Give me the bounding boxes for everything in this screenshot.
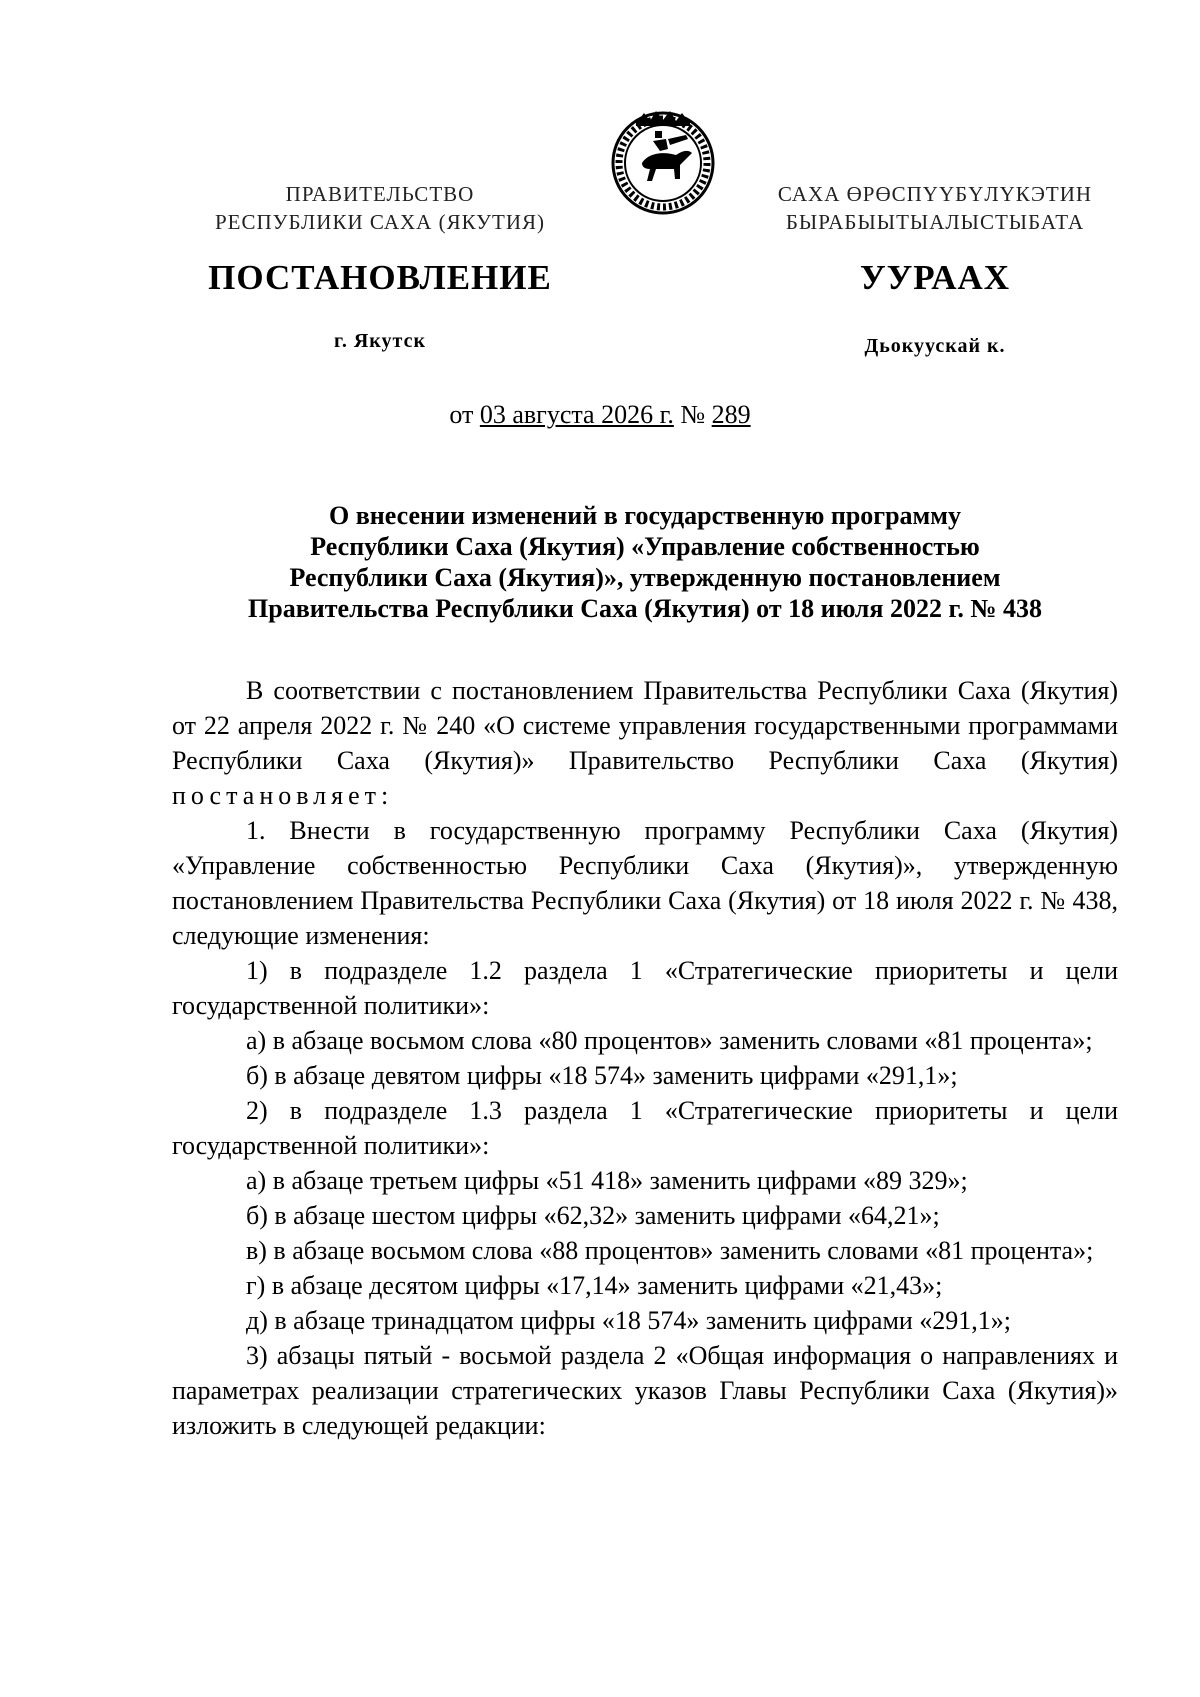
paragraph: а) в абзаце третьем цифры «51 418» заменить цифрами «89 329»; [246, 1166, 968, 1195]
paragraph: 1) в подразделе 1.2 раздела 1 «Стратегические приоритеты и цели государственной политики»: [172, 956, 1118, 1020]
dateline-prefix: от [449, 400, 474, 429]
paragraph: д) в абзаце тринадцатом цифры «18 574» заменить цифрами «291,1»; [246, 1306, 1012, 1335]
title-line: Республики Саха (Якутия)», утвержденную постановлением [289, 563, 1001, 592]
org-name-ru [180, 180, 580, 236]
dateline-number-sign: № [680, 400, 706, 429]
document-body [172, 673, 1118, 1443]
dateline [0, 400, 1200, 430]
document-title [170, 500, 1120, 624]
org-name-ru-line1: ПРАВИТЕЛЬСТВО [285, 182, 475, 206]
resolves-word: постановляет: [172, 781, 394, 810]
coat-of-arms-icon [608, 105, 718, 215]
city-ru: г. Якутск [334, 330, 426, 352]
paragraph: а) в абзаце восьмом слова «80 процентов» заменить словами «81 процента»; [246, 1026, 1093, 1055]
paragraph: б) в абзаце девятом цифры «18 574» заменить цифрами «291,1»; [246, 1061, 958, 1090]
org-name-sah-line1: САХА ӨРӨСПҮҮБҮЛҮКЭТИН [777, 182, 1093, 206]
paragraph: в) в абзаце восьмом слова «88 процентов» заменить словами «81 процента»; [246, 1236, 1094, 1265]
doctype-sah: УУРААХ [859, 258, 1011, 297]
org-name-sah [735, 180, 1135, 236]
doctype-ru: ПОСТАНОВЛЕНИЕ [208, 258, 552, 297]
preamble-text: В соответствии с постановлением Правительства Республики Саха (Якутия) от 22 апреля 2022 г. № 240 «О системе управления государственными программами Республики Саха (Якутия)» Правительство Республики Саха (Якутия) [172, 676, 1118, 775]
city-sah: Дьокуускай к. [864, 335, 1006, 357]
dateline-date: 03 августа 2026 г. [479, 400, 674, 429]
paragraph-preamble [172, 673, 1118, 813]
org-name-ru-line2: РЕСПУБЛИКИ САХА (ЯКУТИЯ) [214, 210, 546, 234]
title-line: Правительства Республики Саха (Якутия) от 18 июля 2022 г. № 438 [248, 594, 1042, 623]
title-line: Республики Саха (Якутия) «Управление собственностью [310, 532, 980, 561]
title-line: О внесении изменений в государственную программу [329, 501, 961, 530]
paragraph: б) в абзаце шестом цифры «62,32» заменить цифрами «64,21»; [246, 1201, 940, 1230]
paragraph: 1. Внести в государственную программу Республики Саха (Якутия) «Управление собственностью Республики Саха (Якутия)», утвержденную постановлением Правительства Республики Саха (Якутия) от 18 июля 2022 г. № 438, следующие изменения: [172, 816, 1118, 950]
paragraph: г) в абзаце десятом цифры «17,14» заменить цифрами «21,43»; [246, 1271, 943, 1300]
paragraph: 3) абзацы пятый - восьмой раздела 2 «Общая информация о направлениях и параметрах реализации стратегических указов Главы Республики Саха (Якутия)» изложить в следующей редакции: [172, 1341, 1118, 1440]
org-name-sah-line2: БЫРАБЫЫТЫАЛЫСТЫБАТА [785, 210, 1085, 234]
paragraph: 2) в подразделе 1.3 раздела 1 «Стратегические приоритеты и цели государственной политики»: [172, 1096, 1118, 1160]
dateline-number: 289 [711, 400, 751, 429]
